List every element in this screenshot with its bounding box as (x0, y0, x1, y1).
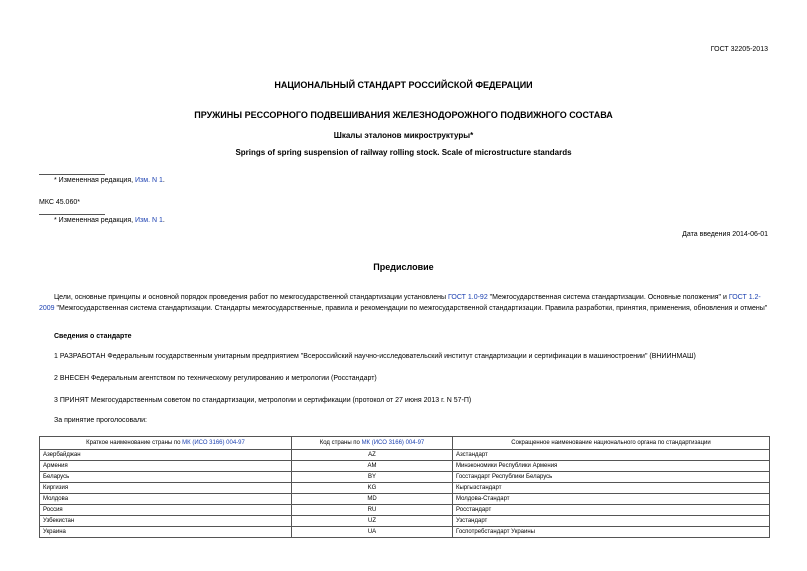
column-header-organization: Сокращенное наименование национального органа по стандартизации (453, 437, 770, 450)
organization-cell: Азстандарт (453, 450, 770, 461)
organization-cell: Кыргызстандарт (453, 483, 770, 494)
country-cell: Азербайджан (40, 450, 292, 461)
document-title-english: Springs of spring suspension of railway rolling stock. Scale of microstructure standards (235, 148, 572, 157)
table-row (40, 450, 770, 461)
footnote-1: * Измененная редакция, Изм. N 1. (54, 177, 165, 184)
voted-label: За принятие проголосовали: (54, 417, 147, 424)
mks-code: МКС 45.060* (39, 199, 80, 206)
document-subtitle: Шкалы эталонов микроструктуры* (333, 131, 474, 140)
code-cell: AM (292, 461, 453, 472)
country-cell: Молдова (40, 494, 292, 505)
footnote-divider-2 (39, 214, 105, 215)
table-header-row (40, 437, 770, 450)
table-row (40, 472, 770, 483)
gost-1-0-92-link[interactable]: ГОСТ 1.0-92 (447, 294, 488, 301)
table-row (40, 516, 770, 527)
organization-cell: Госстандарт Республики Беларусь (453, 472, 770, 483)
table-row (40, 494, 770, 505)
table-row (40, 527, 770, 538)
table-row (40, 461, 770, 472)
column-header-code: Код страны по МК (ИСО 3166) 004-97 (292, 437, 453, 450)
document-title: ПРУЖИНЫ РЕССОРНОГО ПОДВЕШИВАНИЯ ЖЕЛЕЗНОДОРОЖНОГО ПОДВИЖНОГО СОСТАВА (194, 110, 613, 120)
footnote-2: * Измененная редакция, Изм. N 1. (54, 217, 165, 224)
country-cell: Беларусь (40, 472, 292, 483)
info-item-introduced: 2 ВНЕСЕН Федеральным агентством по техническому регулированию и метрологии (Росстандарт) (54, 375, 377, 382)
country-cell: Киргизия (40, 483, 292, 494)
code-cell: BY (292, 472, 453, 483)
voting-countries-table (39, 436, 770, 538)
table-row (40, 505, 770, 516)
gost-1-2-2009-link[interactable]: ГОСТ 1.2-2009 (39, 294, 761, 312)
standard-info-heading: Сведения о стандарте (54, 333, 132, 340)
column-header-country: Краткое наименование страны по МК (ИСО 3166) 004-97 (40, 437, 292, 450)
footnote-divider (39, 174, 105, 175)
organization-cell: Узстандарт (453, 516, 770, 527)
organization-cell: Молдова-Стандарт (453, 494, 770, 505)
info-item-developed: 1 РАЗРАБОТАН Федеральным государственным унитарным предприятием "Всероссийский научно-исследовательский институт стандартизации и сертификации в машиностроении" (ВНИИНМАШ) (54, 353, 696, 360)
mk-iso-link-1[interactable]: МК (ИСО 3166) 004-97 (182, 440, 245, 446)
document-code: ГОСТ 32205-2013 (710, 46, 768, 53)
standard-type-heading: НАЦИОНАЛЬНЫЙ СТАНДАРТ РОССИЙСКОЙ ФЕДЕРАЦИИ (274, 80, 533, 90)
organization-cell: Росстандарт (453, 505, 770, 516)
code-cell: UZ (292, 516, 453, 527)
country-cell: Узбекистан (40, 516, 292, 527)
code-cell: RU (292, 505, 453, 516)
preface-paragraph: Цели, основные принципы и основной порядок проведения работ по межгосударственной стандартизации установлены ГОСТ 1.0-92 "Межгосударственная система стандартизации. Основные положения" и ГОСТ 1.2-2009 "Межгосударственная система стандартизации. Стандарты межгосударственные, правила и рекомендации по межгосударственной стандартизации. Правила разработки, принятия, применения, обновления и отмены" (39, 294, 768, 312)
amendment-link-1[interactable]: Изм. N 1 (135, 177, 163, 184)
organization-cell: Госпотребстандарт Украины (453, 527, 770, 538)
amendment-link-2[interactable]: Изм. N 1 (135, 217, 163, 224)
mk-iso-link-2[interactable]: МК (ИСО 3166) 004-97 (361, 440, 425, 446)
effective-date: Дата введения 2014-06-01 (682, 231, 768, 238)
code-cell: UA (292, 527, 453, 538)
organization-cell: Минэкономики Республики Армения (453, 461, 770, 472)
country-cell: Украина (40, 527, 292, 538)
code-cell: AZ (292, 450, 453, 461)
info-item-adopted: 3 ПРИНЯТ Межгосударственным советом по стандартизации, метрологии и сертификации (протокол от 27 июня 2013 г. N 57-П) (54, 397, 472, 404)
code-cell: KG (292, 483, 453, 494)
code-cell: MD (292, 494, 453, 505)
country-cell: Армения (40, 461, 292, 472)
country-cell: Россия (40, 505, 292, 516)
table-row (40, 483, 770, 494)
preface-heading: Предисловие (373, 262, 434, 272)
